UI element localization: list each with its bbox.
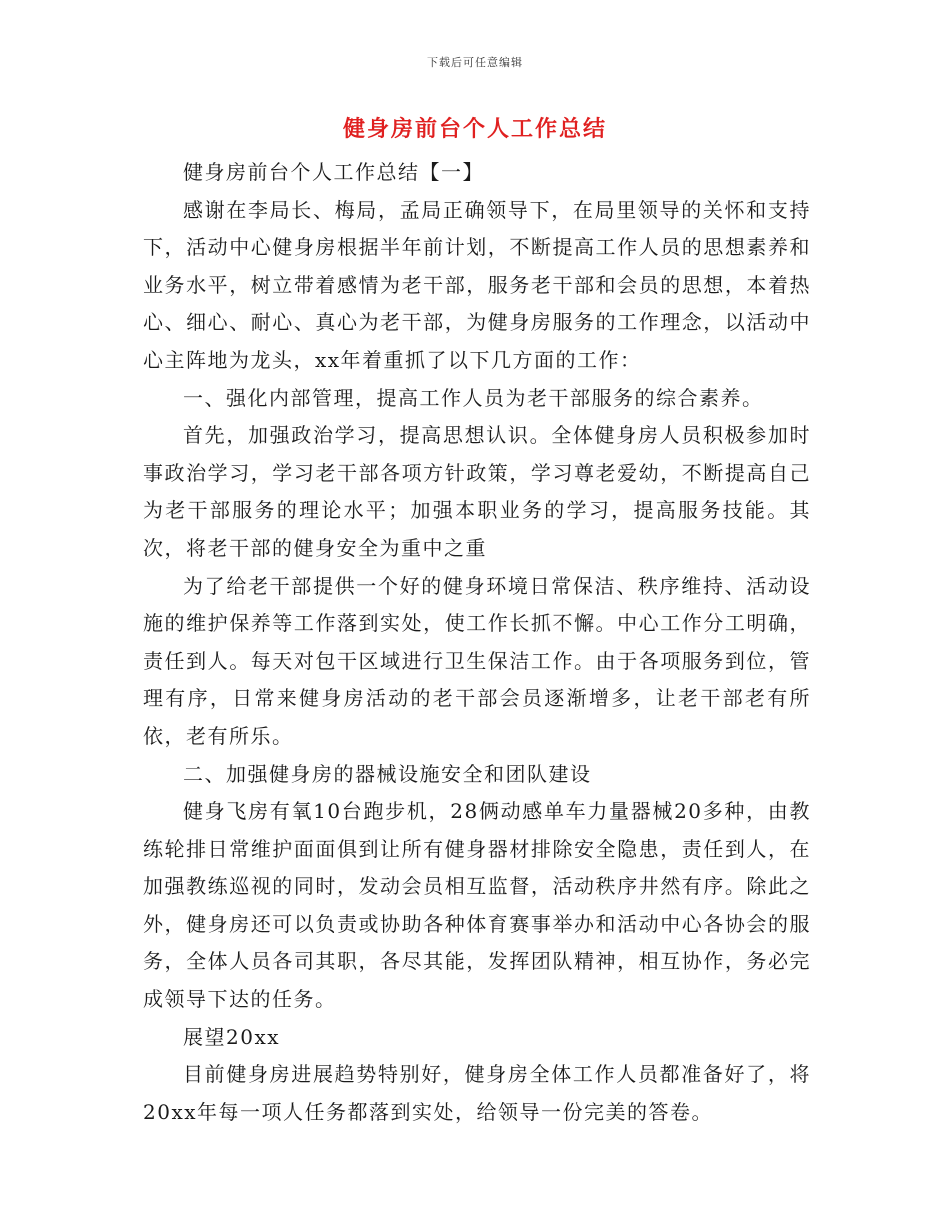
paragraph: 为了给老干部提供一个好的健身环境日常保洁、秩序维持、活动设施的维护保养等工作落到实处，使工作长抓不懈。中心工作分工明确，责任到人。每天对包干区域进行卫生保洁工作。由于各项服务到位，管理有序，日常来健身房活动的老干部会员逐渐增多，让老干部老有所依，老有所乐。 (143, 573, 811, 748)
section-heading: 展望20xx (183, 1024, 281, 1049)
header-note: 下载后可任意编辑 (427, 56, 523, 69)
section-heading: 二、加强健身房的器械设施安全和团队建设 (183, 761, 592, 786)
paragraph: 首先，加强政治学习，提高思想认识。全体健身房人员积极参加时事政治学习，学习老干部各项方针政策，学习尊老爱幼，不断提高自己为老干部服务的理论水平；加强本职业务的学习，提高服务技能。其次，将老干部的健身安全为重中之重 (143, 423, 811, 560)
paragraph: 目前健身房进展趋势特别好，健身房全体工作人员都准备好了，将20xx年每一项人任务都落到实处，给领导一份完美的答卷。 (143, 1062, 811, 1124)
paragraph: 健身飞房有氧10台跑步机，28俩动感单车力量器械20多种，由教练轮排日常维护面面俱到让所有健身器材排除安全隐患，责任到人，在加强教练巡视的同时，发动会员相互监督，活动秩序井然有序。除此之外，健身房还可以负责或协助各种体育赛事举办和活动中心各协会的服务，全体人员各司其职，各尽其能，发挥团队精神，相互协作，务必完成领导下达的任务。 (143, 799, 811, 1012)
section-heading: 一、强化内部管理，提高工作人员为老干部服务的综合素养。 (183, 385, 764, 410)
paragraph: 感谢在李局长、梅局，孟局正确领导下，在局里领导的关怀和支持下，活动中心健身房根据半年前计划，不断提高工作人员的思想素养和业务水平，树立带着感情为老干部，服务老干部和会员的思想，本着热心、细心、耐心、真心为老干部，为健身房服务的工作理念，以活动中心主阵地为龙头，xx年着重抓了以下几方面的工作： (143, 197, 811, 372)
document-title: 健身房前台个人工作总结 (342, 116, 607, 142)
section-heading: 健身房前台个人工作总结【一】 (183, 160, 484, 184)
document-body (143, 154, 811, 1131)
